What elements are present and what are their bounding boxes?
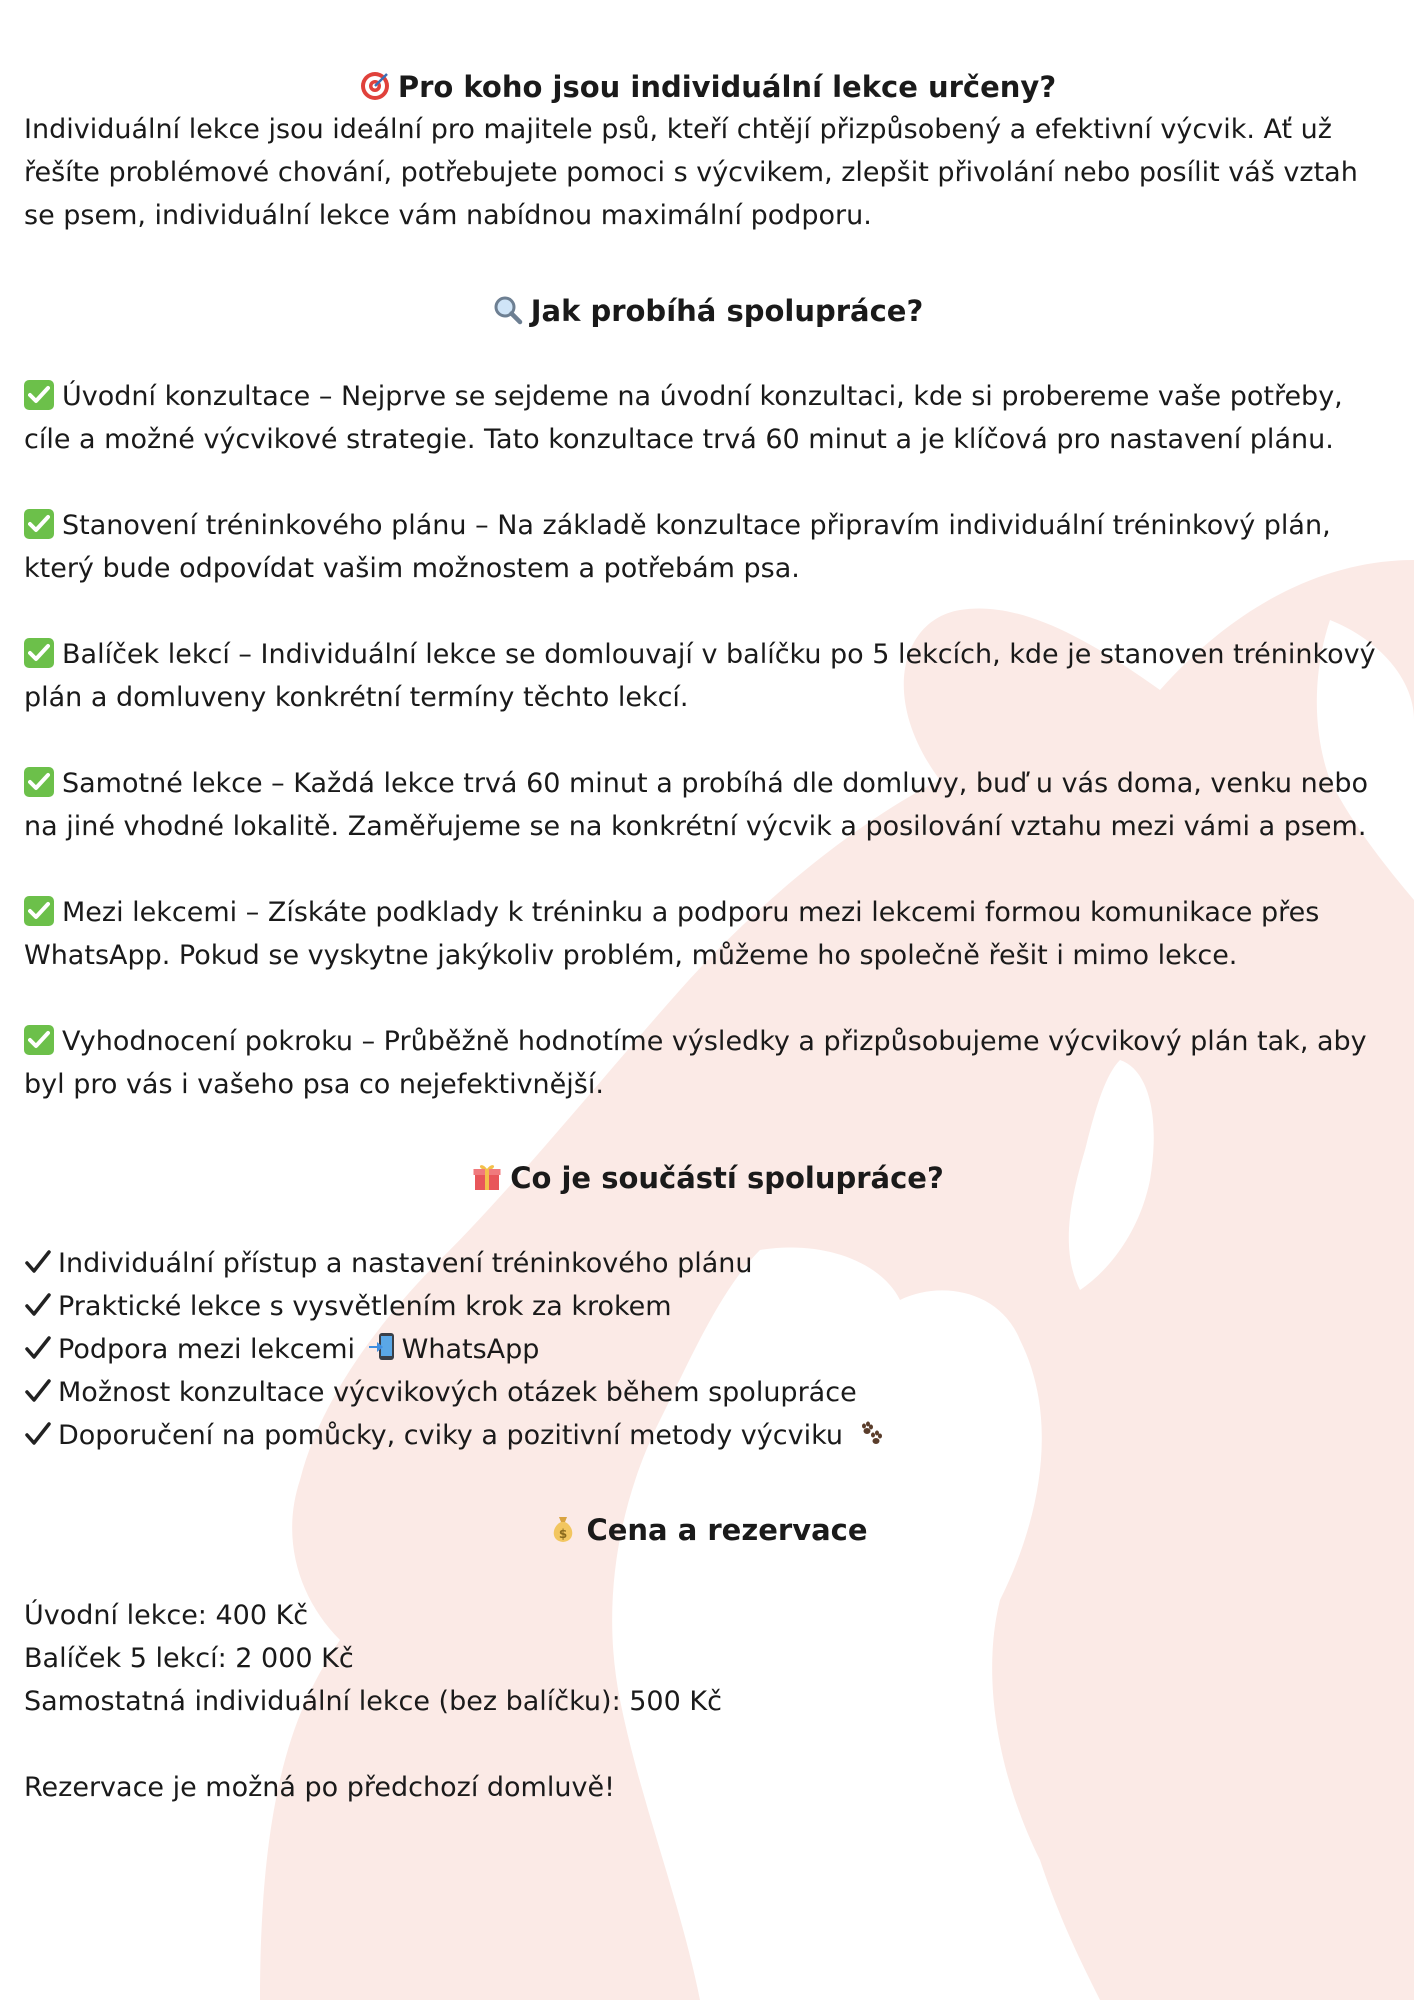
target-icon [360,71,390,101]
green-check-icon [24,1025,54,1055]
process-step [24,504,1392,590]
audience-title: Pro koho jsou individuální lekce určeny? [397,70,1057,104]
process-step-text: Balíček lekcí – Individuální lekce se domlouvají v balíčku po 5 lekcích, kde je stanoven tréninkový plán a domluveny konkrétní termíny těchto lekcí. [24,639,1376,713]
reservation-note: Rezervace je možná po předchozí domluvě! [24,1772,615,1803]
included-list [24,1242,1392,1457]
green-check-icon [24,767,54,797]
audience-text: Individuální lekce jsou ideální pro majitele psů, kteří chtějí přizpůsobený a efektivní výcvik. Ať už řešíte problémové chování, potřebujete pomoci s výcvikem, zlepšit přivolání nebo posílit váš vztah se psem, individuální lekce vám nabídnou maximální podporu. [24,114,1358,231]
included-item [24,1242,1392,1285]
price-heading [24,1514,1392,1545]
included-item-text: Možnost konzultace výcvikových otázek během spolupráce [58,1377,857,1408]
check-mark-icon [24,1334,52,1362]
process-heading [24,295,1392,326]
phone-arrow-icon [368,1332,398,1362]
process-step [24,762,1392,848]
process-step [24,375,1392,461]
process-step-text: Mezi lekcemi – Získáte podklady k tréninku a podporu mezi lekcemi formou komunikace přes WhatsApp. Pokud se vyskytne jakýkoliv problém, můžeme ho společně řešit i mimo lekce. [24,897,1320,971]
price-title: Cena a rezervace [586,1513,868,1547]
price-list [24,1594,1392,1723]
paw-prints-icon [856,1418,886,1448]
process-step-text: Úvodní konzultace – Nejprve se sejdeme na úvodní konzultaci, kde si probereme vaše potřeby, cíle a možné výcvikové strategie. Tato konzultace trvá 60 minut a je klíčová pro nastavení plánu. [24,381,1343,455]
check-mark-icon [24,1291,52,1319]
price-line: Úvodní lekce: 400 Kč [24,1600,309,1631]
included-item-text: Doporučení na pomůcky, cviky a pozitivní metody výcviku [58,1420,844,1451]
green-check-icon [24,380,54,410]
included-item-text: Podpora mezi lekcemi [58,1334,356,1365]
price-line: Samostatná individuální lekce (bez balíčku): 500 Kč [24,1686,722,1717]
green-check-icon [24,638,54,668]
gift-icon [472,1162,502,1192]
magnifier-icon [493,295,523,325]
process-step-text: Vyhodnocení pokroku – Průběžně hodnotíme výsledky a přizpůsobujeme výcvikový plán tak, aby byl pro vás i vašeho psa co nejefektivnější. [24,1026,1367,1100]
audience-heading [24,0,1392,102]
included-item-text: Individuální přístup a nastavení tréninkového plánu [58,1248,753,1279]
green-check-icon [24,509,54,539]
included-heading [24,1162,1392,1193]
process-step [24,891,1392,977]
included-item-suffix: WhatsApp [401,1334,540,1365]
process-title: Jak probíhá spolupráce? [530,294,924,328]
included-item [24,1285,1392,1328]
price-line: Balíček 5 lekcí: 2 000 Kč [24,1643,354,1674]
included-title: Co je součástí spolupráce? [510,1161,944,1195]
included-item [24,1371,1392,1414]
process-step-text: Stanovení tréninkového plánu – Na základě konzultace připravím individuální tréninkový plán, který bude odpovídat vašim možnostem a potřebám psa. [24,510,1331,584]
green-check-icon [24,896,54,926]
process-step [24,633,1392,719]
included-item [24,1328,1392,1371]
process-step-text: Samotné lekce – Každá lekce trvá 60 minut a probíhá dle domluvy, buď u vás doma, venku nebo na jiné vhodné lokalitě. Zaměřujeme se na konkrétní výcvik a posilování vztahu mezi vámi a psem. [24,768,1368,842]
process-step [24,1020,1392,1106]
included-item [24,1414,1392,1457]
check-mark-icon [24,1377,52,1405]
included-item-text: Praktické lekce s vysvětlením krok za krokem [58,1291,672,1322]
money-bag-icon [548,1514,578,1544]
check-mark-icon [24,1248,52,1276]
check-mark-icon [24,1420,52,1448]
process-steps [24,375,1392,1106]
svg-text:$: $ [559,1527,568,1541]
